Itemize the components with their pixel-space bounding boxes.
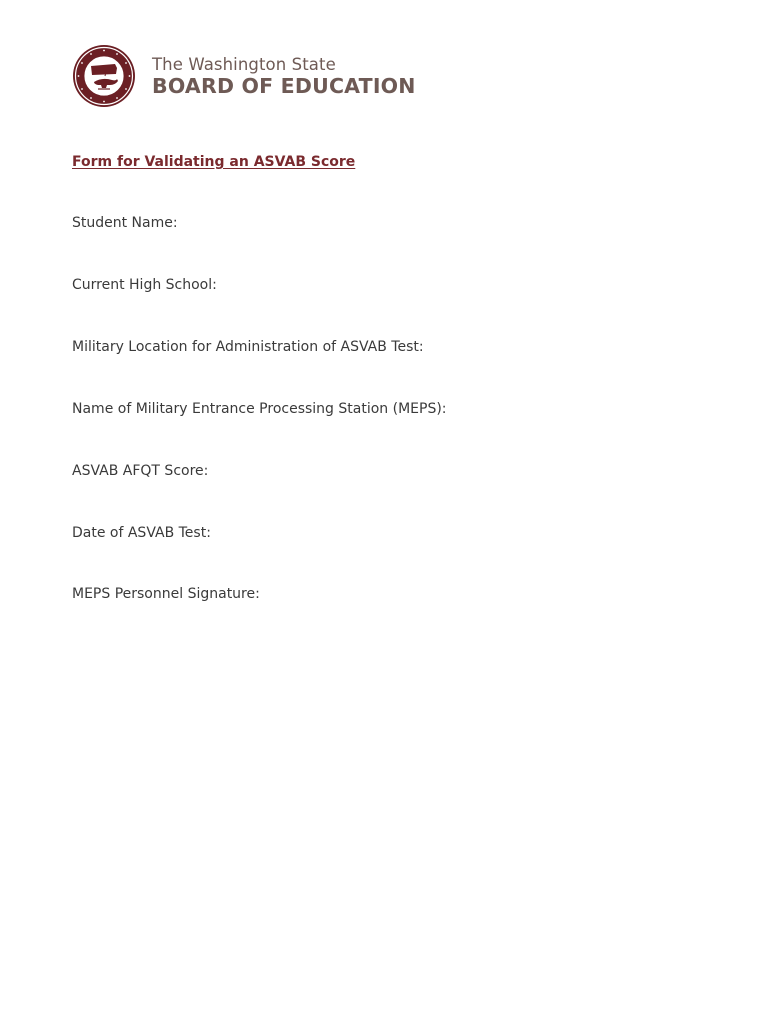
field-label-student-name: Student Name: [72, 215, 178, 231]
form-title: Form for Validating an ASVAB Score [72, 154, 356, 170]
field-label-meps-signature: MEPS Personnel Signature: [72, 586, 260, 602]
field-label-meps-name: Name of Military Entrance Processing Station (MEPS): [72, 401, 447, 417]
field-label-test-date: Date of ASVAB Test: [72, 525, 211, 541]
board-seal-icon [72, 44, 136, 108]
organization-name [152, 55, 416, 98]
organization-name-line2: BOARD OF EDUCATION [152, 73, 416, 98]
letterhead [72, 44, 416, 108]
field-label-current-high-school: Current High School: [72, 277, 217, 293]
field-label-military-location: Military Location for Administration of ASVAB Test: [72, 339, 424, 355]
organization-name-line1: The Washington State [152, 54, 336, 74]
field-label-afqt-score: ASVAB AFQT Score: [72, 463, 209, 479]
